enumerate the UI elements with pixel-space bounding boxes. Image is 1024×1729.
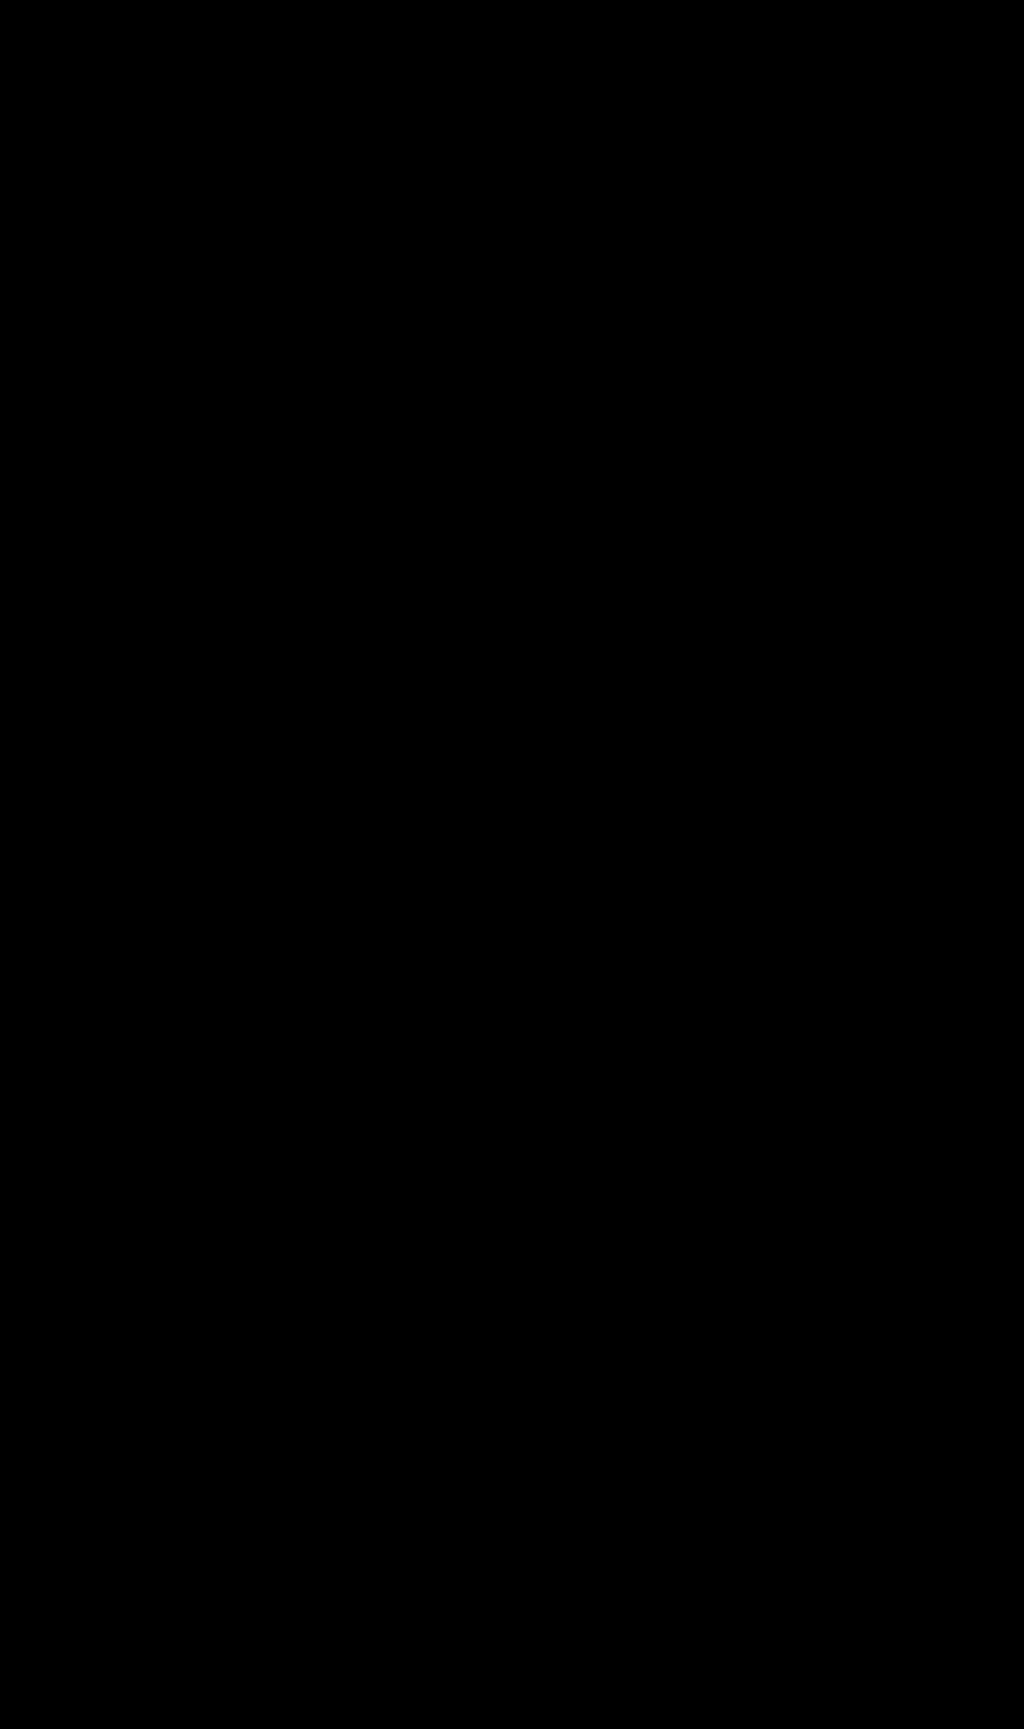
rehabilitation-plan-underlined: plan pracy rehabilitacji, [328, 620, 482, 638]
paragraph-treatment-book: Ponadto w prowadzonej książce zabiegów i obserwacji z zajęć na bieżni, dokonywane są zapisy danych mieszkańca i czas realizacji zajęć. W książce zabiegów fizjoterapii znajdują się zlecenia lekarza na zabiegi, dane o przeprowadzeniu zabiegu (imię i nazwisko mieszkańca, data, czas trwania zabiegu, rodzaj). Dla wszystkich mieszkańców prowadzony jest Dziennik Rehabilitacji Społecznej-Zajęcia Sportowe, w której uwzględnia się rodzaj i tematykę zajęć, czas trwania zajęć, nazwisko osoby prowadzącej zajęcia, nazwiska osób uczestniczących, uwagi. W ostatnim okresie na potrzeby mieszkańców został zakupiony sprzęt rehabilitacyjny, sportowy oraz usprawniający. [119, 721, 906, 839]
physiotherapy-text-before: Dom dysponuje gabinetami fizjoterapii składającymi się z trzech pomieszczeń. Na I piętrze, w sali wyposażonej w sprzęt rehabilitacyjny odbywają się działania kinezyterapeutyczne, a w drugiej sali zabiegi fizykoterapii i masażu. Na poziomie pierwszym znajduje się sala wyposażona w sprzęt sportowo-rekreacyjny. Dla osób leżących prowadzona jest rehabilitacja przyłóżkowa. Ponadto mieszkańcy mają możliwość korzystania z aktywności ruchowej tj.: spacery, gry i zabawy ruchowe, gra w tenisa stołowego, ćwiczenia na świeżym powietrzu, jazda na rowerach, pływanie na rowerze wodnym po rzece. Zajęcia prowadzi dwóch techników fizjoterapii od poniedziałku do piątku w godz. 7.00-15.00. Z prowadzonych zajęć opracowywany jest tygodniowy [119, 499, 906, 638]
paragraph-long-term-care: W dniu 07.02.2017 r. Dyrektor Domu wystąpił pismem Nr DPW.025.8.2017 do Pielęgniarskiej Opieki Domowej s.c. o objęcie 26 mieszkańców Domu świadczeniami w ramach opieki długoterminowej. Pismem z dnia 10.02.2017 r. poinformowano zwrotnie, że nie ma możliwości objęcia ww. opieką mieszkańców Domu, w związku z powyższym mieszkańcy zostali wpisani na listę osób oczekujących. [119, 277, 906, 356]
body-text [119, 176, 906, 962]
paragraph-physiotherapy [119, 499, 906, 721]
paragraph-report-book: W Domu prowadzona jest przez pielęgniarki książka raportów, w której odnotowują każdego dnia informacje dotyczące stanu liczbowego mieszkańców, stanu ich zdrowia, niepokojących objawów, zachowań oraz informacje o wykonaniu zleceń lekarskich. Raporty podpisywane są przez pielęgniarkę zdającą i przyjmującą dyżur. [119, 358, 906, 416]
page-number: 10 [503, 1296, 521, 1315]
paragraph-rehabilitation-stays: W okresie objętym kontrolą mieszkańcy nie korzystali z wyjazdów na turnusy rehabilitacyjne. W toku czynności kontrolnych ustalono, że mieszkańcy Domu otrzymali dofinansowanie do zakupu 2 wózków inwalidzkich. Natomiast dofinansowanie do pieluchomajtek w 2016 r. posiadało - 33 mieszkańców, a w 2017 roku - 29 mieszkańców, jeden mieszkaniec posiada zlecenie na worki stomijne. [119, 842, 906, 920]
paragraph-medication-fees: Zgodnie z obowiązującymi przepisami Dom pokrywa opłaty ryczałtowe i częściową odpłatność za leki do wysokości limitu ceny, przewidziane w przepisach o świadczeniach opieki [119, 922, 906, 960]
paragraph-barthel-scale: Mieszkańcy Domu oceniani są w skali Barthla dwa razy w roku oraz nowo przyjęci mieszkańcy przy przyjęciu do Domu, a także w przypadku pogorszenia stanu zdrowia. W drugiej połowie 2016 r. wg. skali Barthla sklasyfikowano - 28 osób, w I połowie 2017 r. - 28 osób, a w II połowie 2017 r. - 26 osób. [119, 217, 906, 275]
physiotherapy-text-after: który zawiera wyszczególniony dla każdego technika fizjoterapii zakres prowadzonych zajęć oraz wyszczególnione godziny pracy na każdy dzień tygodnia. W Domu prowadzone są Indywidualne programy rehabilitacji dla 102 osób, w których zawarte są m.in.: rozpoznanie, cele długo i krótko terminowe do pracy usprawniającej. Co pół roku technicy fizjoterapii dokonują podsumowania realizacji prowadzonego postępowania oraz dokonują zapisu wskazówek do dalszej pracy z mieszkańcem. [119, 620, 906, 719]
paragraph-medical-orders: W prowadzonych dla każdego mieszkańca indywidualnych kartach zleceń lekarskich wpisywane są informacje o nazwie zlecenia lub leku, sposób jego dawkowania, data zlecenia. Ww. zlecenia opatrzone zostały pieczęcią i podpisem lekarza zlecającego, a także podpisem pielęgniarki która zlecenie wykonała. W przypadku zakończenia leczenia lekarz zlecający odnotowuje zakończenie leczenia, a pielęgniarka potwierdza wykonanie zlecenia w indywidualnych kartach zleceń. [119, 418, 906, 497]
paragraph-medication-record: dokonuje zapisu zlecenia podawania leku, nazwę i sposób jego dawkowania oraz datę rozpoczęcia podawania i odstawienia leku. [119, 177, 906, 215]
